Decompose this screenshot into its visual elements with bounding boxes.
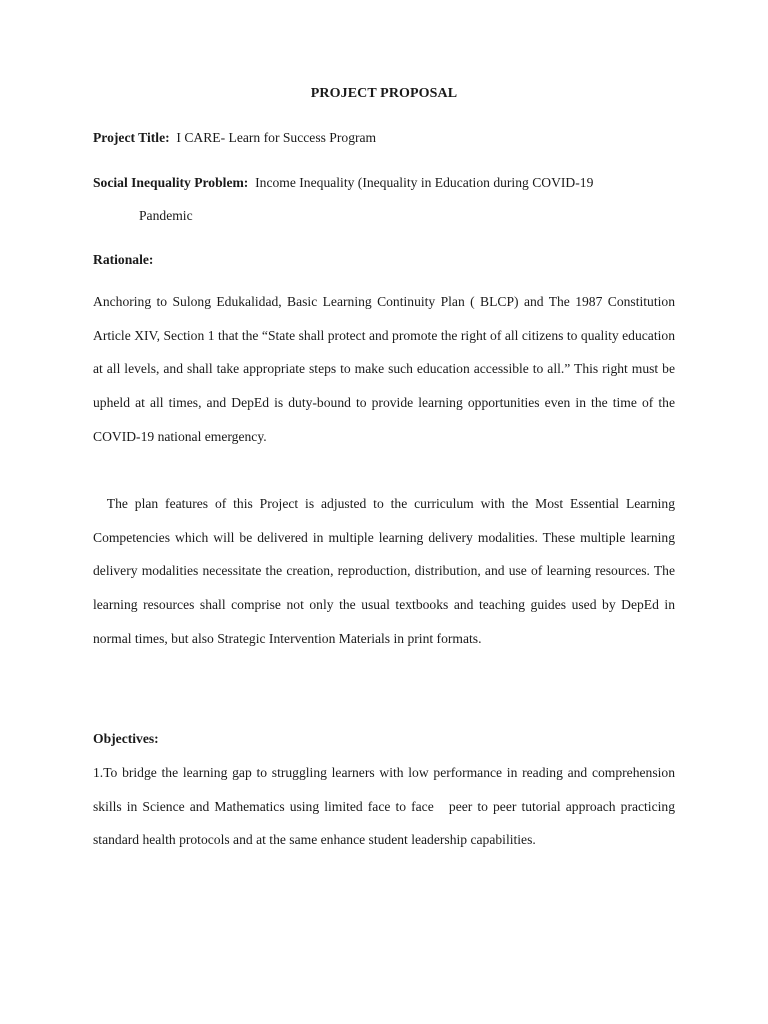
document-title: PROJECT PROPOSAL <box>310 86 458 101</box>
project-title-line <box>93 130 376 146</box>
project-title-value: I CARE- Learn for Success Program <box>176 130 377 145</box>
objectives-heading: Objectives: <box>93 731 159 746</box>
problem-line <box>93 175 593 191</box>
problem-value: Income Inequality (Inequality in Education during COVID-19 <box>255 175 594 190</box>
objective-1: 1.To bridge the learning gap to struggling learners with low performance in reading and comprehension skills in Science and Mathematics using limited face to face peer to peer tutorial approach practicing standard health protocols and at the same enhance student leadership capabilities. <box>93 765 679 848</box>
problem-label: Social Inequality Problem: <box>93 175 249 190</box>
rationale-heading: Rationale: <box>93 252 154 267</box>
problem-value-continuation: Pandemic <box>139 208 193 223</box>
rationale-paragraph-2: The plan features of this Project is adjusted to the curriculum with the Most Essential Learning Competencies which will be delivered in multiple learning delivery modalities. These multiple learning delivery modalities necessitate the creation, reproduction, distribution, and use of learning resources. The learning resources shall comprise not only the usual textbooks and teaching guides used by DepEd in normal times, but also Strategic Intervention Materials in print formats. <box>93 496 679 646</box>
project-title-label: Project Title: <box>93 130 170 145</box>
rationale-paragraph-1: Anchoring to Sulong Edukalidad, Basic Learning Continuity Plan ( BLCP) and The 1987 Constitution Article XIV, Section 1 that the “State shall protect and promote the right of all citizens to quality education at all levels, and shall take appropriate steps to make such education accessible to all.” This right must be upheld at all times, and DepEd is duty-bound to provide learning opportunities even in the time of the COVID-19 national emergency. <box>93 294 675 444</box>
